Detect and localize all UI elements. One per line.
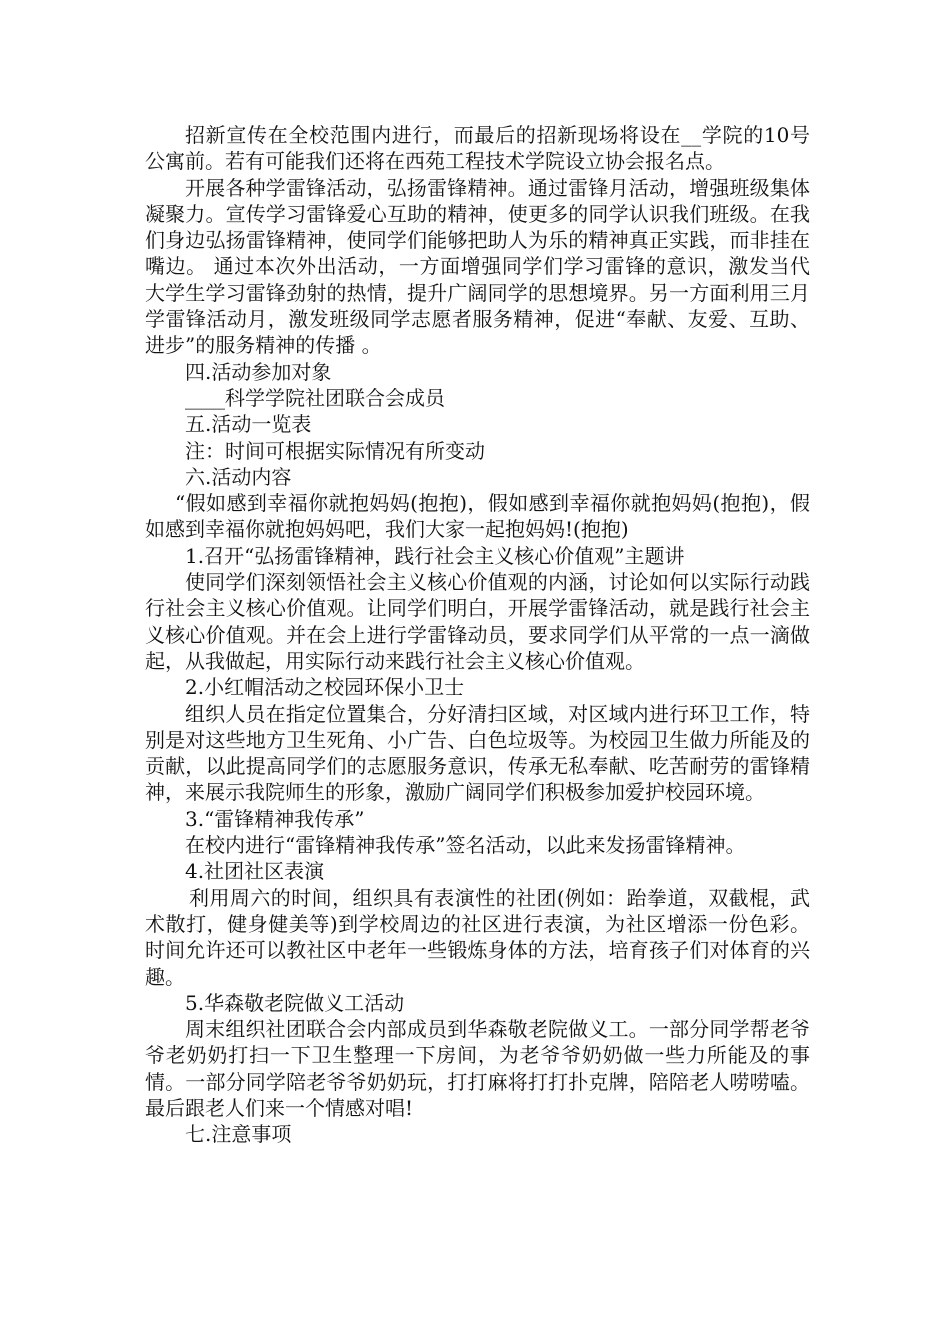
paragraph-activity-purpose: 开展各种学雷锋活动，弘扬雷锋精神。通过雷锋月活动，增强班级集体凝聚力。宣传学习雷锋爱心互助的精神，使更多的同学认识我们班级。在我们身边弘扬雷锋精神，使同学们能够把助人为乐的精神真正实践，而非挂在嘴边。 通过本次外出活动，一方面增强同学们学习雷锋的意识，激发当代大学生学习雷锋劲射的热情，提升广阔同学的思想境界。另一方面利用三月学雷锋活动月，激发班级同学志愿者服务精神，促进“奉献、友爱、互助、进步”的服务精神的传播 。: [145, 175, 810, 358]
paragraph-recruitment: 招新宣传在全校范围内进行，而最后的招新现场将设在__学院的10号公寓前。若有可能我们还将在西苑工程技术学院设立协会报名点。: [145, 123, 810, 174]
paragraph-item-3: 在校内进行“雷锋精神我传承”签名活动，以此来发扬雷锋精神。: [185, 833, 746, 858]
paragraph-schedule-note: 注：时间可根据实际情况有所变动: [185, 438, 485, 463]
paragraph-item-2: 组织人员在指定位置集合，分好清扫区域，对区域内进行环卫工作，特别是对这些地方卫生死角、小广告、白色垃圾等。为校园卫生做力所能及的贡献，以此提高同学们的志愿服务意识，传承无私奉献、吃苦耐劳的雷锋精神，来展示我院师生的形象，激励广阔同学们积极参加爱护校园环境。: [145, 701, 810, 805]
item-heading-3: 3.“雷锋精神我传承”: [185, 806, 365, 831]
document-body: [145, 122, 810, 1148]
item-heading-5: 5.华森敬老院做义工活动: [185, 990, 405, 1015]
paragraph-item-1: 使同学们深刻领悟社会主义核心价值观的内涵，讨论如何以实际行动践行社会主义核心价值观。让同学们明白，开展学雷锋活动，就是践行社会主义核心价值观。并在会上进行学雷锋动员，要求同学们从平常的一点一滴做起，从我做起，用实际行动来践行社会主义核心价值观。: [145, 570, 810, 673]
paragraph-item-4: 利用周六的时间，组织具有表演性的社团(例如：跆拳道，双截棍，武术散打，健身健美等)到学校周边的社区进行表演，为社区增添一份色彩。时间允许还可以教社区中老年一些锻炼身体的方法，培育孩子们对体育的兴趣。: [145, 885, 810, 989]
section-heading-participants: 四.活动参加对象: [185, 359, 332, 384]
section-heading-notes: 七.注意事项: [185, 1122, 292, 1147]
paragraph-song-quote: “假如感到幸福你就抱妈妈(抱抱)，假如感到幸福你就抱妈妈(抱抱)，假如感到幸福你就抱妈妈吧，我们大家一起抱妈妈!(抱抱): [145, 491, 810, 542]
section-heading-schedule: 五.活动一览表: [185, 412, 312, 437]
paragraph-item-5: 周末组织社团联合会内部成员到华森敬老院做义工。一部分同学帮老爷爷老奶奶打扫一下卫生整理一下房间，为老爷爷奶奶做一些力所能及的事情。一部分同学陪老爷爷奶奶玩，打打麻将打打扑克牌，陪陪老人唠唠嗑。最后跟老人们来一个情感对唱!: [145, 1017, 810, 1120]
section-heading-content: 六.活动内容: [185, 464, 292, 489]
item-heading-1: 1.召开“弘扬雷锋精神，践行社会主义核心价值观”主题讲: [185, 543, 685, 568]
item-heading-4: 4.社团社区表演: [185, 859, 325, 884]
paragraph-participants: ____科学学院社团联合会成员: [185, 385, 445, 410]
item-heading-2: 2.小红帽活动之校园环保小卫士: [185, 675, 465, 700]
